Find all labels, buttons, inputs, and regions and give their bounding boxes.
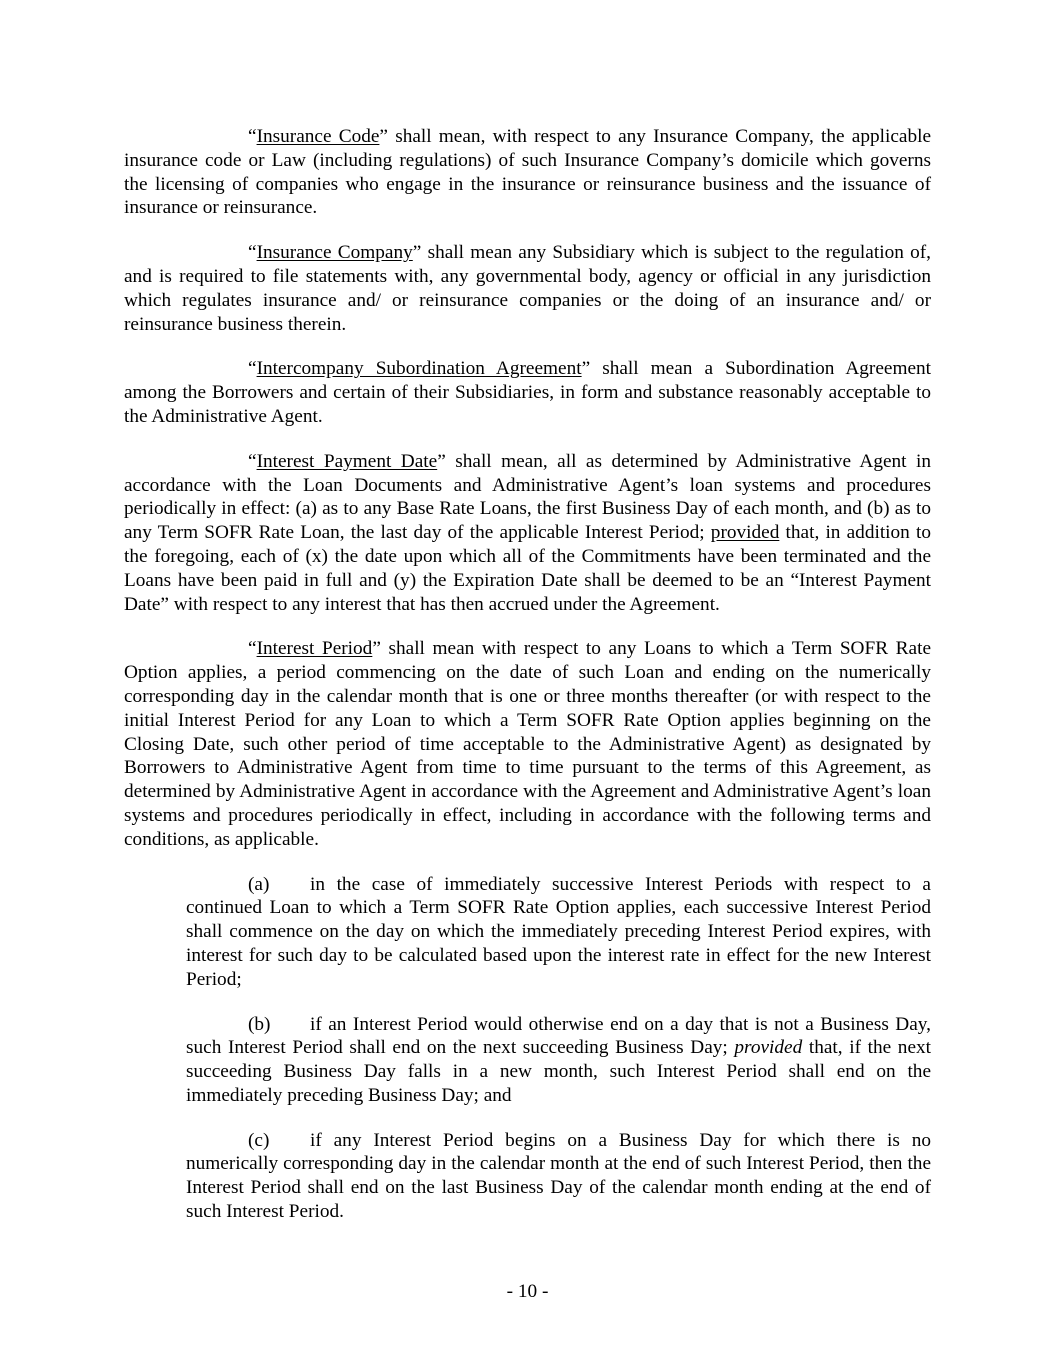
definition-insurance-code (124, 125, 931, 220)
provided-emphasis: provided (734, 1037, 803, 1059)
open-quote: “ (248, 126, 257, 147)
definition-insurance-company (124, 241, 931, 336)
clause-label: (c) (248, 1129, 270, 1151)
definition-body-after: that, in addition to the foregoing, each of (x) the date upon which all of the Commitments have been terminated and the Loans have been paid in full and (y) the Expiration Date shall be deemed to be an “Interest Payment Date” with respect to any interest that has then accrued under the Agreement. (124, 522, 931, 615)
clause-body-after: that, if the next succeeding Business Day falls in a new month, such Interest Period shall end on the immediately preceding Business Day; and (186, 1037, 932, 1106)
definition-body: shall mean, with respect to any Insurance Company, the applicable insurance code or Law (including regulations) of such Insurance Company’s domicile which governs the licensing of companies who engage in the insurance or reinsurance business and the issuance of insurance or reinsurance. (124, 126, 932, 219)
close-quote: ” (581, 358, 591, 380)
defined-term: Interest Payment Date (256, 450, 438, 472)
definition-body-before: shall mean, all as determined by Administrative Agent in accordance with the Loan Documents and Administrative Agent’s loan systems and procedures periodically in effect: (a) as to any Base Rate Loans, the first Business Day of each month, and (b) as to any Term SOFR Rate Loan, the last day of the applicable Interest Period; (124, 450, 931, 544)
clause-body-before: if an Interest Period would otherwise end on a day that is not a Business Day, such Interest Period shall end on the next succeeding Business Day; (186, 1013, 931, 1059)
defined-term: Intercompany Subordination Agreement (256, 358, 582, 380)
definition-body: shall mean with respect to any Loans to which a Term SOFR Rate Option applies, a period commencing on the date of such Loan and ending on the numerically corresponding day in the calendar month that is one or three months thereafter (or with respect to the initial Interest Period for any Loan to which a Term SOFR Rate Option applies beginning on the Closing Date, such other period of time acceptable to the Administrative Agent) as designated by Borrowers to Administrative Agent from time to time pursuant to the terms of this Agreement, as determined by Administrative Agent in accordance with the Agreement and Administrative Agent’s loan systems and procedures periodically in effect, including in accordance with the following terms and conditions, as applicable. (124, 638, 931, 850)
clause-c (186, 1129, 931, 1224)
definition-interest-payment-date (124, 450, 931, 617)
open-quote: “ (248, 450, 257, 472)
close-quote: ” (437, 450, 446, 472)
definition-intercompany-subordination-agreement (124, 357, 931, 428)
definition-body: shall mean a Subordination Agreement among the Borrowers and certain of their Subsidiaries, in form and substance reasonably acceptable to the Administrative Agent. (124, 358, 931, 427)
document-page (124, 125, 931, 1245)
definition-interest-period (124, 637, 931, 851)
defined-term: Insurance Code (256, 126, 380, 147)
clause-body: if any Interest Period begins on a Business Day for which there is no numerically corresponding day in the calendar month at the end of such Interest Period, then the Interest Period shall end on the last Business Day of the calendar month ending at the end of such Interest Period. (186, 1129, 931, 1223)
open-quote: “ (248, 638, 257, 660)
defined-term: Insurance Company (256, 242, 413, 264)
provided-emphasis: provided (710, 522, 780, 544)
open-quote: “ (248, 242, 257, 264)
definition-body: shall mean any Subsidiary which is subject to the regulation of, and is required to file statements with, any governmental body, agency or official in any jurisdiction which regulates insurance and/ or reinsurance companies or the doing of an insurance and/ or reinsurance business therein. (124, 242, 931, 335)
clause-a (186, 873, 931, 992)
close-quote: ” (379, 126, 388, 147)
clause-body: in the case of immediately successive Interest Periods with respect to a continued Loan to which a Term SOFR Rate Option applies, each successive Interest Period shall commence on the day on which the immediately preceding Interest Period expires, with interest for such day to be calculated based upon the interest rate in effect for the new Interest Period; (186, 873, 931, 990)
clause-b (186, 1013, 931, 1108)
page-number: - 10 - (506, 1281, 549, 1302)
clause-label: (a) (248, 873, 270, 895)
close-quote: ” (412, 242, 422, 264)
defined-term: Interest Period (256, 638, 373, 660)
open-quote: “ (248, 358, 257, 380)
clause-label: (b) (248, 1013, 271, 1035)
close-quote: ” (372, 638, 381, 660)
